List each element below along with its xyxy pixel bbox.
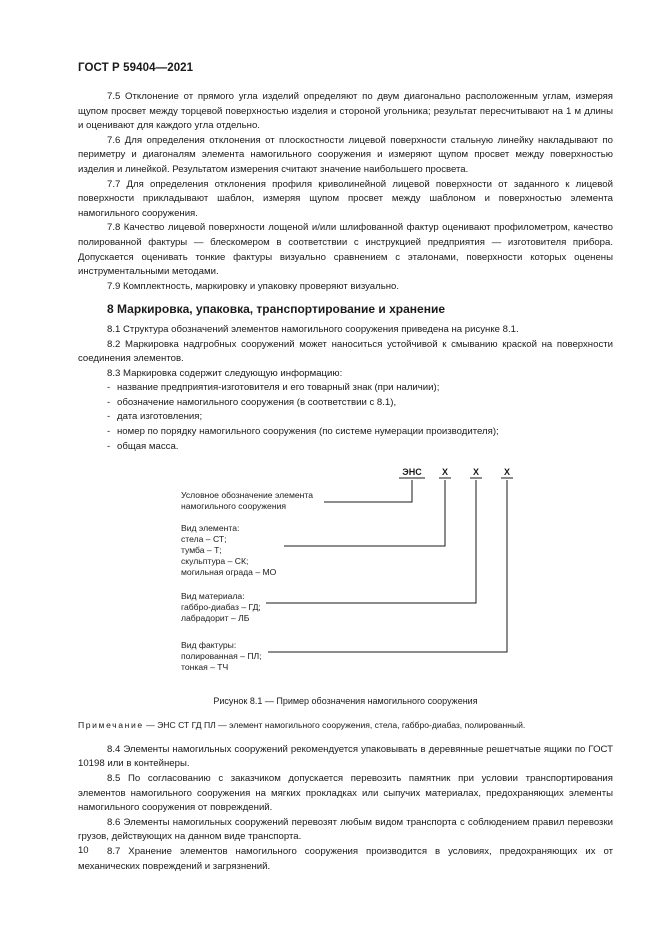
- code-x1: X: [441, 467, 449, 478]
- paragraph-7-9: 7.9 Комплектность, маркировку и упаковку проверяют визуально.: [107, 280, 400, 292]
- group2-line3: тумба – Т;: [181, 545, 222, 556]
- figure-8-1: [78, 454, 613, 710]
- connector-finish: [268, 480, 507, 652]
- list-item: - общая масса.: [107, 440, 613, 455]
- document-code: ГОСТ Р 59404—2021: [78, 62, 194, 74]
- connector-lines: [266, 480, 507, 652]
- figure-caption: Рисунок 8.1 — Пример обозначения намогильного сооружения: [213, 696, 478, 707]
- group3-line2: габбро-диабаз – ГД;: [181, 602, 261, 613]
- group1-line1: Условное обозначение элемента: [181, 490, 314, 501]
- code-x3: X: [503, 467, 511, 478]
- group3-line3: лабрадорит – ЛБ: [181, 613, 250, 624]
- section-8-heading: 8 Маркировка, упаковка, транспортирование и хранение: [107, 302, 446, 317]
- designation-diagram: [78, 454, 613, 694]
- paragraph-8-2: 8.2 Маркировка надгробных сооружений может наноситься устойчивой к смыванию краской на поверхности соединения элементов.: [78, 338, 613, 365]
- paragraph-8-5: 8.5 По согласованию с заказчиком допускается перевозить памятник при условии транспортирования элементов намогильного сооружения на мягких прокладках или сыпучих материалах, предохраняющих элементы намогильного сооружения от повреждений.: [78, 773, 613, 814]
- paragraph-8-1: 8.1 Структура обозначений элементов намогильного сооружения приведена на рисунке 8.1.: [107, 323, 519, 335]
- group2-line2: стела – СТ;: [181, 534, 227, 545]
- paragraph-8-6: 8.6 Элементы намогильных сооружений перевозят любым видом транспорта с соблюдением правил перевозки грузов, действующих на данном виде транспорта.: [78, 816, 613, 843]
- marking-info-list: [78, 381, 613, 454]
- note-label: Примечание: [78, 720, 144, 731]
- page-body: [78, 90, 613, 874]
- paragraph-7-5: 7.5 Отклонение от прямого угла изделий определяют по двум диагонально расположенным углам, измеряя щупом просвет между торцевой поверхностью изделия и стороной угольника; результат пересчитывают на 1 м длины и оценивают для каждого угла отдельно.: [78, 91, 613, 132]
- list-item: - обозначение намогильного сооружения (в соответствии с 8.1),: [107, 396, 613, 411]
- paragraph-8-7: 8.7 Хранение элементов намогильного сооружения производится в условиях, предохраняющих их от механических повреждений и загрязнений.: [78, 846, 613, 872]
- page-number: 10: [78, 845, 89, 856]
- paragraph-7-7: 7.7 Для определения отклонения профиля криволинейной лицевой поверхности от заданного к лицевой поверхности прикладывают шаблон, измеряя щупом просвет между шаблоном и поверхностью элемента намогильного сооружения.: [78, 178, 613, 219]
- connector-ens: [324, 480, 412, 502]
- group4-line1: Вид фактуры:: [181, 640, 237, 651]
- figure-note: [78, 718, 613, 733]
- code-x2: X: [472, 467, 480, 478]
- list-item: - название предприятия-изготовителя и его товарный знак (при наличии);: [107, 381, 613, 396]
- paragraph-8-4: 8.4 Элементы намогильных сооружений рекомендуется упаковывать в деревянные решетчатые ящики по ГОСТ 10198 или в контейнеры.: [78, 743, 613, 770]
- group4-line2: полированная – ПЛ;: [181, 651, 262, 662]
- paragraph-7-8: 7.8 Качество лицевой поверхности лощеной и/или шлифованной фактур оценивают профилометром, качество полированной фактуры — блескомером в соответствии с инструкцией предприятия — изготовителя прибора. Допускается оценивать тонкие фактуры визуально сравнением с эталонами, поверхности которых оценены инструментальными методами.: [78, 222, 613, 278]
- code-ens: ЭНС: [402, 467, 422, 478]
- group2-line4: скульптура – СК;: [181, 556, 249, 567]
- group2-line5: могильная ограда – МО: [181, 567, 277, 578]
- note-text: — ЭНС СТ ГД ПЛ — элемент намогильного сооружения, стела, габбро-диабаз, полированный.: [143, 720, 526, 731]
- list-item: - номер по порядку намогильного сооружения (по системе нумерации производителя);: [107, 425, 613, 440]
- list-item: - дата изготовления;: [107, 410, 613, 425]
- paragraph-7-6: 7.6 Для определения отклонения от плоскостности лицевой поверхности стальную линейку накладывают по периметру и диагоналям элемента намогильного сооружения и измеряют щупом просвет между поверхностью изделия и линейкой. Результатом измерения считают значение наибольшего просвета.: [78, 134, 613, 175]
- paragraph-8-3: 8.3 Маркировка содержит следующую информацию:: [107, 367, 343, 379]
- group3-line1: Вид материала:: [181, 591, 245, 602]
- group4-line3: тонкая – ТЧ: [181, 662, 229, 673]
- group2-line1: Вид элемента:: [181, 523, 240, 534]
- group1-line2: намогильного сооружения: [181, 501, 287, 512]
